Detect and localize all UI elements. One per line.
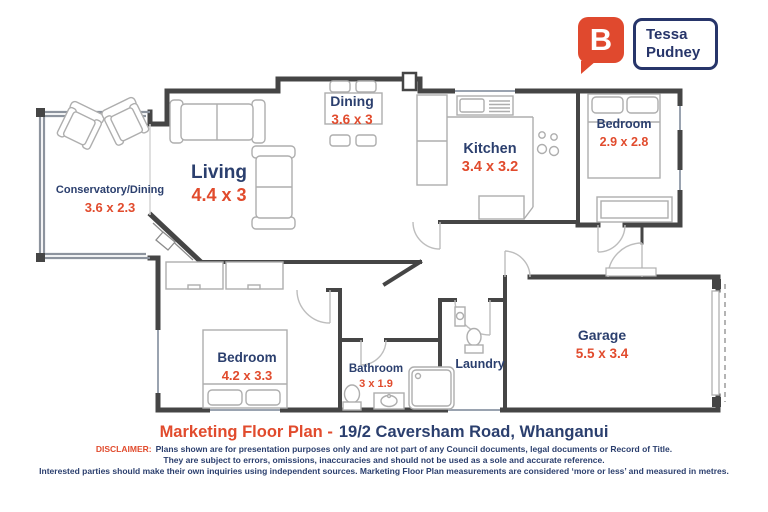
wall-post (36, 253, 45, 262)
chimney (403, 73, 416, 90)
garage-label: Garage (577, 327, 627, 343)
cooktop-icon (538, 132, 559, 156)
sofa-icon (170, 100, 265, 143)
bedroom-bottom-label: Bedroom (217, 350, 277, 365)
toilet-icon (465, 329, 483, 354)
living-dimensions: 4.4 x 3 (191, 185, 247, 205)
bathroom-label: Bathroom (348, 363, 404, 375)
wardrobe-icon (166, 262, 223, 289)
sink-icon (457, 96, 513, 115)
bedroom-top-label: Bedroom (596, 117, 652, 131)
disclaimer-text-1: Plans shown are for presentation purposes only and are not part of any Council documents, legal documents or Record of Title. (155, 444, 673, 454)
dining-label: Dining (330, 93, 374, 109)
garage-door (712, 279, 725, 407)
bedroom-bottom-dimensions: 4.2 x 3.3 (221, 368, 273, 383)
shower-icon (409, 367, 454, 409)
room-labels (56, 93, 652, 390)
conservatory-label: Conservatory/Dining (55, 184, 165, 196)
disclaimer-line-1 (0, 444, 768, 455)
vanity-icon (374, 393, 404, 409)
plan-title (0, 423, 768, 442)
hand-basin-icon (455, 307, 465, 326)
agent-first-name: Tessa (646, 26, 688, 43)
plan-title-address: 19/2 Caversham Road, Whanganui (338, 423, 609, 441)
armchair-icon (101, 96, 150, 146)
kitchen-label: Kitchen (463, 141, 517, 157)
plan-title-prefix: Marketing Floor Plan - (159, 423, 333, 441)
living-label: Living (191, 162, 247, 183)
dining-dimensions: 3.6 x 3 (331, 112, 373, 127)
agent-last-name: Pudney (646, 44, 701, 61)
laundry-label: Laundry (455, 357, 505, 371)
entry-step (606, 268, 656, 276)
brand-letter: B (589, 21, 613, 57)
disclaimer-label: DISCLAIMER: (95, 444, 152, 454)
bedroom-top-dimensions: 2.9 x 2.8 (599, 135, 649, 149)
conservatory-dimensions: 3.6 x 2.3 (84, 200, 136, 215)
wardrobe-icon (597, 197, 672, 222)
disclaimer-line-2: They are subject to errors, omissions, inaccuracies and should not be used as a sole and accurate reference. (163, 455, 605, 465)
bathroom-dimensions: 3 x 1.9 (359, 378, 393, 390)
wall-post (36, 108, 45, 117)
armchair-icon (56, 100, 105, 150)
kitchen-dimensions: 3.4 x 3.2 (461, 159, 519, 175)
garage-dimensions: 5.5 x 3.4 (575, 346, 629, 361)
disclaimer (0, 444, 768, 477)
disclaimer-line-3: Interested parties should make their own inquiries using independent sources. Marketing Floor Plan measurements are considered ‘more or less’ and measured in metres. (39, 466, 729, 476)
sofa-icon (252, 146, 295, 229)
fireplace-icon (153, 223, 193, 260)
wardrobe-icon (226, 262, 283, 289)
